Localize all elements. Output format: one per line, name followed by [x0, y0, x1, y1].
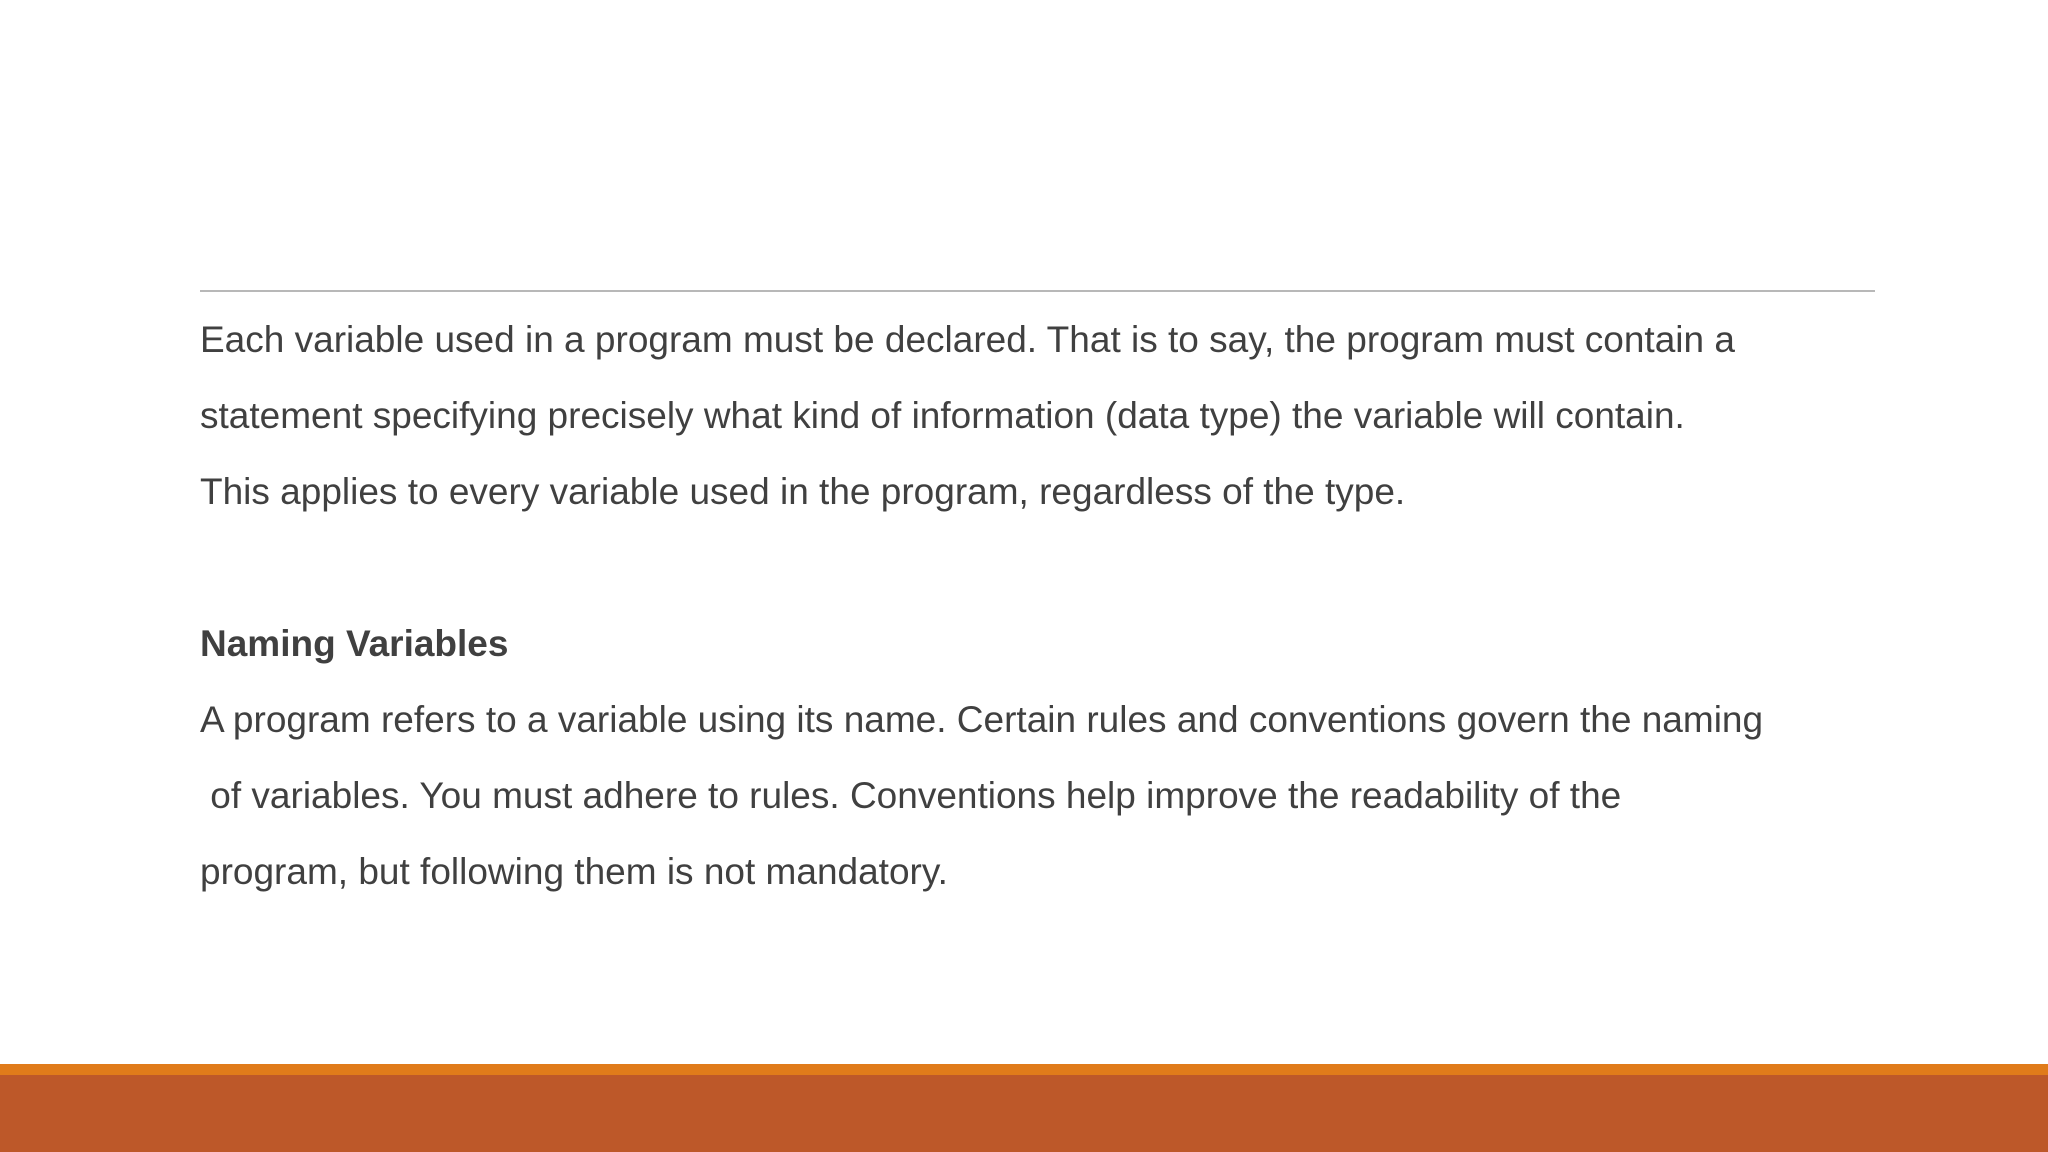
footer-main-stripe [0, 1075, 2048, 1152]
body-line: program, but following them is not mandatory. [200, 851, 948, 892]
section-heading: Naming Variables [200, 623, 509, 664]
footer-accent-stripe [0, 1064, 2048, 1075]
body-line: Each variable used in a program must be declared. That is to say, the program must contain a [200, 319, 1735, 360]
body-line: A program refers to a variable using its name. Certain rules and conventions govern the naming [200, 699, 1764, 740]
body-line: of variables. You must adhere to rules. Conventions help improve the readability of the [200, 775, 1622, 816]
paragraph-spacer [200, 530, 1880, 606]
footer-band [0, 1064, 2048, 1152]
body-line: This applies to every variable used in the program, regardless of the type. [200, 471, 1406, 512]
slide-body [200, 302, 1880, 910]
title-divider [200, 290, 1875, 292]
body-line: statement specifying precisely what kind of information (data type) the variable will contain. [200, 395, 1685, 436]
